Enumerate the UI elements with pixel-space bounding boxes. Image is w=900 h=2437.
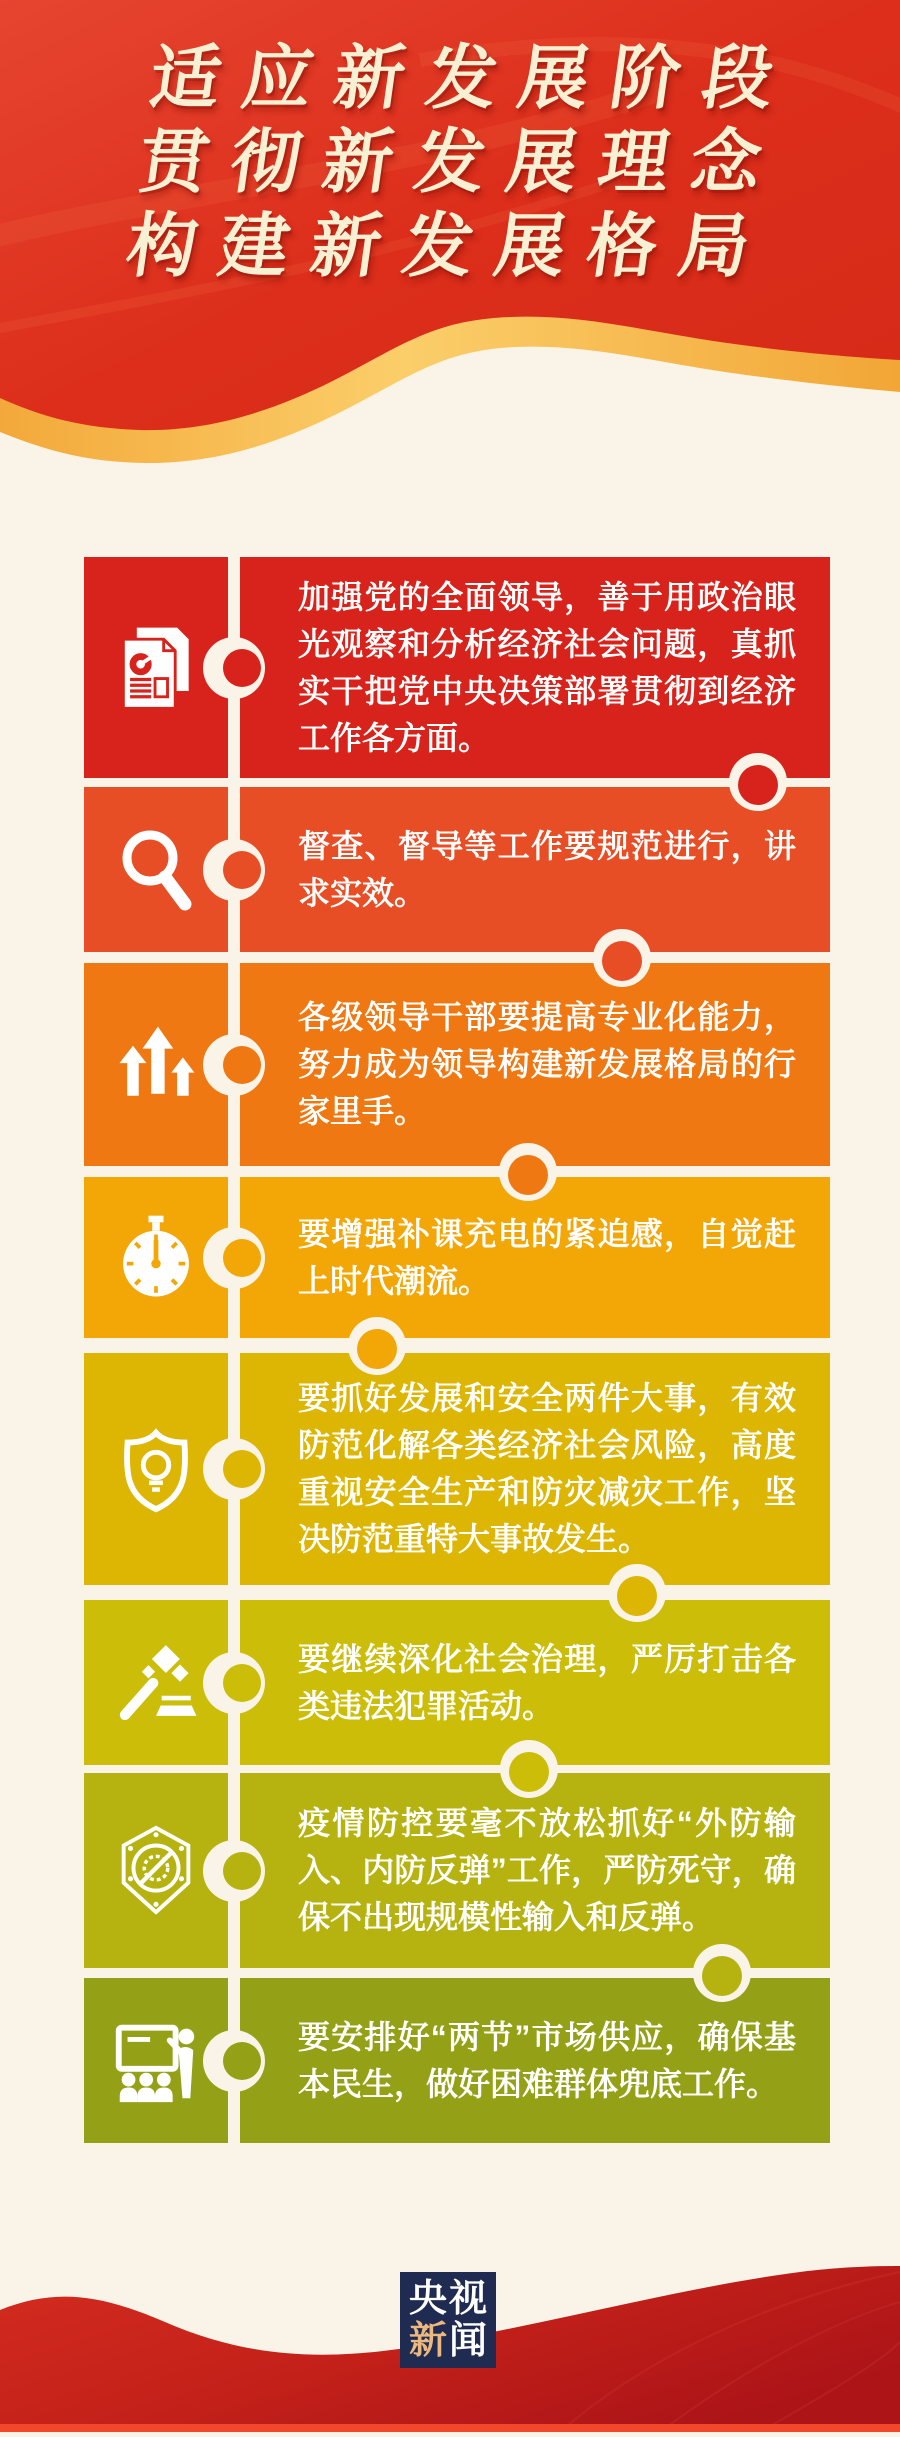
page-title [0,36,900,288]
logo-char: 新 [408,2320,447,2362]
card-text-box [240,1353,830,1585]
cctv-news-logo [400,2272,496,2368]
header-banner [0,0,900,470]
card-market-supply [84,1978,830,2143]
card-text: 督查、督导等工作要规范进行，讲求实效。 [298,827,796,911]
card-text-box [240,1773,830,1968]
card-text: 要增强补课充电的紧迫感，自觉赶上时代潮流。 [298,1215,796,1299]
card-text: 要继续深化社会治理，严厉打击各类违法犯罪活动。 [298,1640,796,1724]
title-line-2: 贯彻新发展理念 [133,123,789,201]
card-text: 各级领导干部要提高专业化能力，努力成为领导构建新发展格局的行家里手。 [298,999,796,1129]
logo-char: 闻 [448,2320,487,2362]
shield-bulb-icon [107,1420,205,1518]
card-security-development [84,1353,830,1585]
card-text-box [240,963,830,1166]
virus-shield-icon [107,1822,205,1920]
logo-char: 央 [408,2278,447,2320]
logo-char: 视 [448,2278,487,2320]
card-text-box [240,787,830,952]
card-text: 要抓好发展和安全两件大事，有效防范化解各类经济社会风险，高度重视安全生产和防灾减灾工作，坚决防范重特大事故发生。 [298,1380,796,1557]
title-line-1: 适应新发展阶段 [145,39,801,117]
card-urgency [84,1177,830,1338]
card-party-leadership [84,557,830,778]
card-supervision [84,787,830,952]
card-text-box [240,1978,830,2143]
card-text-box [240,557,830,778]
gavel-icon [109,1636,203,1730]
card-social-governance [84,1600,830,1765]
report-icon [108,613,204,723]
card-text: 加强党的全面领导，善于用政治眼光观察和分析经济社会问题，真抓实干把党中央决策部署贯彻到经济工作各方面。 [298,578,796,756]
card-pandemic-prevention [84,1773,830,1968]
card-professional-ability [84,963,830,1166]
arrows-up-icon [108,1017,204,1113]
stopwatch-icon [109,1211,203,1305]
card-text: 疫情防控要毫不放松抓好“外防输入、内防反弹”工作，严防死守，确保不出现规模性输入和反弹。 [298,1805,796,1935]
title-line-3: 构建新发展格局 [121,207,777,285]
search-icon [106,820,206,920]
bottom-strip [0,2424,900,2432]
card-text-box [240,1177,830,1338]
card-text: 要安排好“两节”市场供应，确保基本民生，做好困难群体兜底工作。 [298,2018,796,2102]
presentation-icon [107,2012,205,2110]
